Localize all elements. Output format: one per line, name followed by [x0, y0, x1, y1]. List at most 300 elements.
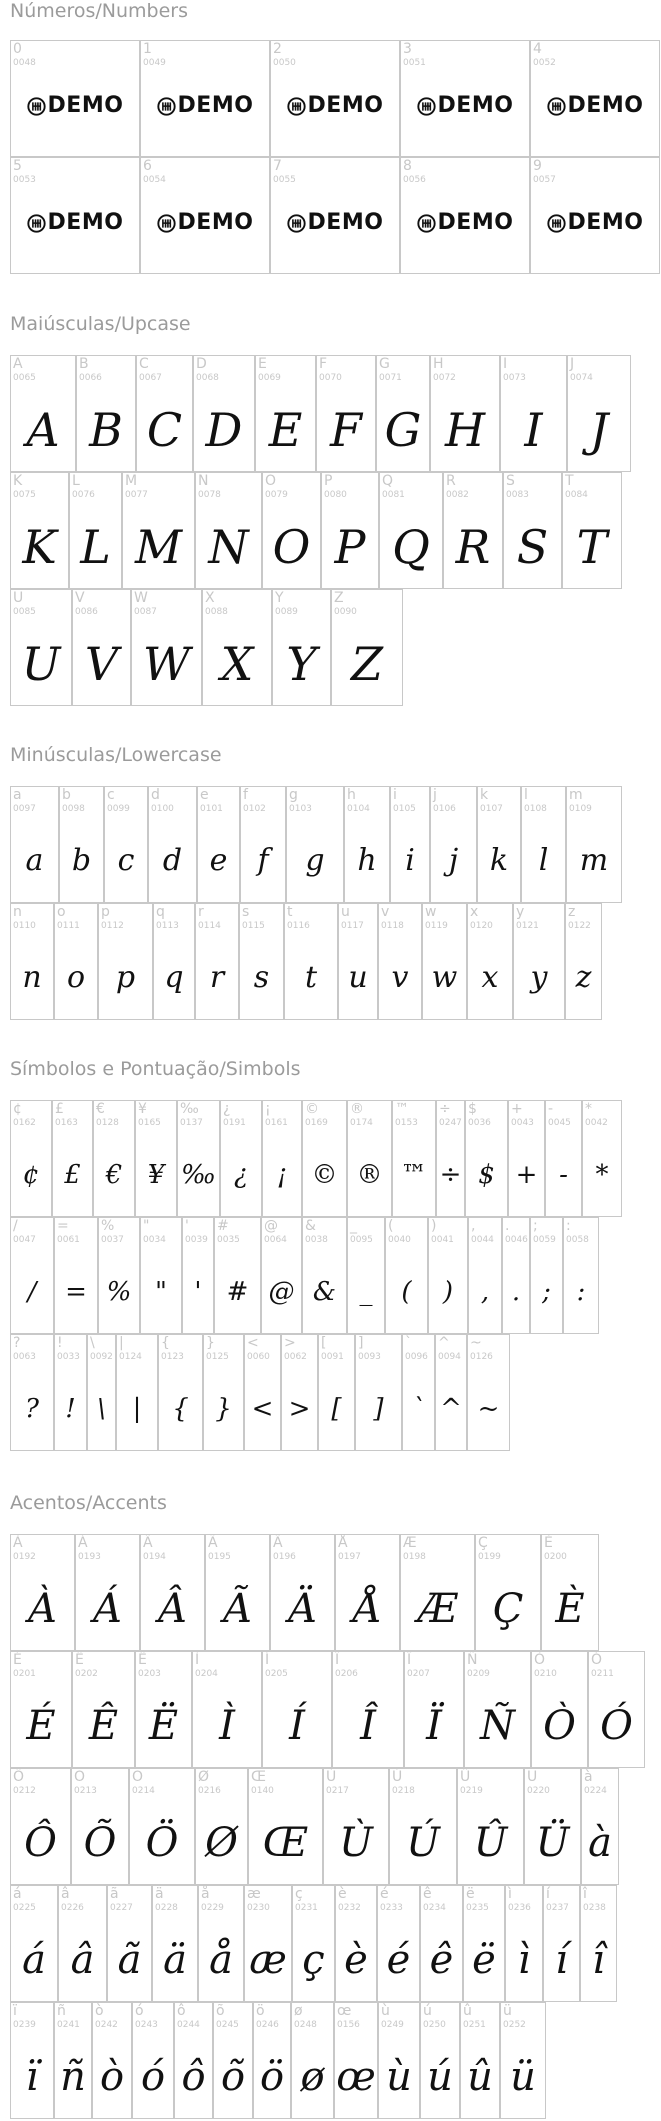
glyph-character-label: á [13, 1886, 22, 1902]
glyph-cell [205, 1534, 270, 1651]
glyph-character-label: N [198, 473, 209, 489]
glyph-sample: ú [427, 2054, 453, 2100]
glyph-code-label: 0052 [533, 58, 556, 68]
glyph-cell [580, 1885, 617, 2002]
glyph-code-label: 0229 [201, 1903, 224, 1913]
glyph-cell [76, 355, 136, 472]
glyph-code-label: 0085 [13, 607, 36, 617]
glyph-code-label: 0119 [425, 921, 448, 931]
glyph-cell [10, 40, 140, 157]
glyph-sample: ë [472, 1937, 496, 1983]
glyph-sample: Ï [426, 1703, 442, 1749]
glyph-cell [253, 2002, 291, 2119]
glyph-cell [530, 1217, 563, 1334]
glyph-sample: R [455, 520, 491, 574]
glyph-character-label: œ [337, 2003, 352, 2019]
glyph-code-label: 0226 [61, 1903, 84, 1913]
glyph-cell [75, 1534, 140, 1651]
glyph-sample: à [588, 1820, 612, 1866]
glyph-cell [428, 1217, 468, 1334]
glyph-cell [379, 472, 443, 589]
glyph-cell [464, 1651, 531, 1768]
glyph-cell [262, 1100, 302, 1217]
glyph-sample: F [330, 403, 362, 457]
glyph-sample: M [134, 520, 183, 574]
glyph-cell [10, 355, 76, 472]
glyph-cell [467, 903, 513, 1020]
glyph-code-label: 0235 [466, 1903, 489, 1913]
glyph-character-label: n [13, 904, 22, 920]
glyph-code-label: 0098 [62, 804, 85, 814]
glyph-code-label: 0107 [480, 804, 503, 814]
glyph-cell [392, 1100, 436, 1217]
glyph-character-label: { [161, 1335, 170, 1351]
glyph-sample: : [576, 1277, 586, 1307]
glyph-code-label: 0239 [13, 2020, 36, 2030]
glyph-code-label: 0068 [196, 373, 219, 383]
glyph-cell [10, 1334, 54, 1451]
glyph-character-label: a [13, 787, 22, 803]
demo-watermark-text: DEMO [47, 210, 124, 235]
glyph-code-label: 0213 [74, 1786, 97, 1796]
glyph-code-label: 0066 [79, 373, 102, 383]
glyph-sample: S [516, 520, 549, 574]
glyph-character-label: Œ [251, 1769, 266, 1785]
glyph-code-label: 0080 [324, 490, 347, 500]
glyph-character-label: ö [256, 2003, 265, 2019]
demo-watermark [401, 210, 529, 236]
glyph-character-label: J [570, 356, 575, 372]
section-title: Maiúsculas/Upcase [10, 313, 191, 335]
glyph-character-label: ~ [470, 1335, 482, 1351]
glyph-sample: a [25, 843, 44, 878]
glyph-sample: ñ [60, 2054, 86, 2100]
glyph-sample: + [515, 1160, 538, 1190]
glyph-sample: ÷ [439, 1160, 462, 1190]
glyph-code-label: 0200 [544, 1552, 567, 1562]
glyph-character-label: U [13, 590, 24, 606]
glyph-character-label: ú [423, 2003, 432, 2019]
glyph-cell [54, 2002, 92, 2119]
glyph-cell [240, 786, 286, 903]
glyph-code-label: 0042 [585, 1118, 608, 1128]
glyph-code-label: 0116 [287, 921, 310, 931]
glyph-cell [10, 157, 140, 274]
glyph-cell [195, 1768, 248, 1885]
glyph-sample: g [305, 843, 325, 878]
glyph-character-label: Ó [591, 1652, 603, 1668]
glyph-code-label: 0232 [338, 1903, 361, 1913]
glyph-code-label: 0123 [161, 1352, 184, 1362]
glyph-code-label: 0220 [527, 1786, 550, 1796]
glyph-character-label: ï [13, 2003, 17, 2019]
glyph-sample: Û [473, 1820, 508, 1866]
glyph-sample: w [431, 960, 458, 995]
glyph-cell [270, 1534, 335, 1651]
glyph-cell [140, 1217, 182, 1334]
glyph-code-label: 0192 [13, 1552, 36, 1562]
glyph-cell [430, 786, 477, 903]
glyph-code-label: 0245 [216, 2020, 239, 2030]
glyph-cell [400, 1534, 475, 1651]
section-title: Minúsculas/Lowercase [10, 744, 222, 766]
glyph-cell [404, 1651, 464, 1768]
glyph-character-label: ™ [395, 1101, 409, 1117]
glyph-character-label: ¥ [138, 1101, 147, 1117]
glyph-sample: Z [351, 637, 383, 691]
glyph-code-label: 0247 [439, 1118, 462, 1128]
glyph-sample: ] [373, 1394, 384, 1424]
glyph-code-label: 0140 [251, 1786, 274, 1796]
glyph-cell [10, 1885, 58, 2002]
glyph-character-label: 6 [143, 158, 152, 174]
glyph-sample: Ò [543, 1703, 576, 1749]
glyph-sample: V [84, 637, 119, 691]
glyph-cell [72, 1651, 135, 1768]
glyph-code-label: 0110 [13, 921, 36, 931]
glyph-character-label: @ [264, 1218, 278, 1234]
glyph-code-label: 0249 [381, 2020, 404, 2030]
demo-watermark-text: DEMO [437, 210, 514, 235]
glyph-code-label: 0094 [438, 1352, 461, 1362]
glyph-character-label: ¢ [13, 1101, 22, 1117]
glyph-cell [116, 1334, 158, 1451]
glyph-cell [270, 40, 400, 157]
glyph-cell [316, 355, 376, 472]
glyph-cell [460, 2002, 500, 2119]
glyph-cell [331, 589, 403, 706]
glyph-character-label: ñ [57, 2003, 66, 2019]
glyph-cell [436, 1100, 465, 1217]
glyph-cell [203, 1334, 244, 1451]
glyph-character-label: f [243, 787, 248, 803]
glyph-character-label: æ [247, 1886, 261, 1902]
glyph-code-label: 0065 [13, 373, 36, 383]
glyph-cell [220, 1100, 262, 1217]
glyph-cell [435, 1334, 467, 1451]
glyph-sample: / [27, 1277, 37, 1307]
glyph-character-label: " [143, 1218, 150, 1234]
glyph-character-label: © [305, 1101, 319, 1117]
glyph-sample: s [253, 960, 270, 995]
demo-logo-icon [27, 97, 46, 116]
glyph-cell [195, 903, 239, 1020]
glyph-code-label: 0122 [568, 921, 591, 931]
glyph-code-label: 0236 [508, 1903, 531, 1913]
glyph-cell [502, 1217, 530, 1334]
glyph-sample: > [288, 1394, 311, 1424]
glyph-sample: û [467, 2054, 493, 2100]
glyph-character-label: Ú [392, 1769, 403, 1785]
glyph-character-label: ò [95, 2003, 104, 2019]
glyph-code-label: 0050 [273, 58, 296, 68]
glyph-cell [92, 2002, 132, 2119]
glyph-cell [321, 472, 379, 589]
glyph-character-label: ü [503, 2003, 512, 2019]
glyph-cell [457, 1768, 524, 1885]
glyph-cell [10, 1100, 52, 1217]
glyph-code-label: 0033 [57, 1352, 80, 1362]
glyph-cell [255, 355, 316, 472]
glyph-character-label: + [511, 1101, 523, 1117]
glyph-cell [193, 355, 255, 472]
glyph-character-label: / [13, 1218, 18, 1234]
glyph-code-label: 0105 [393, 804, 416, 814]
glyph-character-label: T [565, 473, 574, 489]
glyph-character-label: Õ [74, 1769, 86, 1785]
glyph-sample: { [172, 1394, 189, 1424]
glyph-cell [177, 1100, 220, 1217]
glyph-sample: J [589, 403, 609, 457]
glyph-character-label: } [206, 1335, 215, 1351]
glyph-sample: $ [478, 1160, 495, 1190]
glyph-sample: œ [336, 2054, 376, 2100]
glyph-sample: ü [510, 2054, 536, 2100]
glyph-character-label: Û [460, 1769, 471, 1785]
glyph-character-label: S [506, 473, 515, 489]
glyph-cell [443, 472, 503, 589]
glyph-sample: l [538, 843, 549, 878]
glyph-code-label: 0243 [135, 2020, 158, 2030]
glyph-cell [195, 472, 262, 589]
glyph-sample: L [80, 520, 111, 574]
glyph-code-label: 0118 [381, 921, 404, 931]
glyph-cell [153, 903, 195, 1020]
glyph-code-label: 0204 [195, 1669, 218, 1679]
glyph-cell [182, 1217, 214, 1334]
glyph-code-label: 0109 [569, 804, 592, 814]
section-title: Símbolos e Pontuação/Simbols [10, 1058, 301, 1080]
demo-watermark-text: DEMO [177, 93, 254, 118]
glyph-cell [202, 589, 272, 706]
glyph-cell [54, 903, 98, 1020]
glyph-cell [292, 1885, 335, 2002]
glyph-code-label: 0058 [566, 1235, 589, 1245]
demo-logo-icon [287, 214, 306, 233]
glyph-character-label: â [61, 1886, 70, 1902]
glyph-cell [174, 2002, 213, 2119]
glyph-sample: G [384, 403, 422, 457]
glyph-character-label: Ì [195, 1652, 200, 1668]
glyph-sample: ç [302, 1937, 325, 1983]
glyph-character-label: t [287, 904, 293, 920]
glyph-sample: ™ [401, 1160, 427, 1190]
glyph-code-label: 0241 [57, 2020, 80, 2030]
glyph-code-label: 0251 [463, 2020, 486, 2030]
glyph-cell [98, 1217, 140, 1334]
glyph-code-label: 0211 [591, 1669, 614, 1679]
glyph-sample: " [155, 1277, 167, 1307]
glyph-cell [71, 1768, 129, 1885]
glyph-sample: Ü [535, 1820, 570, 1866]
glyph-character-label: v [381, 904, 390, 920]
glyph-code-label: 0087 [134, 607, 157, 617]
glyph-character-label: ê [423, 1886, 432, 1902]
glyph-code-label: 0231 [295, 1903, 318, 1913]
glyph-sample: é [386, 1937, 411, 1983]
glyph-sample: ø [300, 2054, 325, 2100]
glyph-sample: Õ [83, 1820, 117, 1866]
glyph-code-label: 0214 [132, 1786, 155, 1796]
glyph-cell [10, 1534, 75, 1651]
glyph-sample: @ [268, 1277, 295, 1307]
glyph-character-label: Å [338, 1535, 348, 1551]
glyph-character-label: D [196, 356, 207, 372]
glyph-sample: E [268, 403, 303, 457]
glyph-code-label: 0234 [423, 1903, 446, 1913]
glyph-code-label: 0053 [13, 175, 36, 185]
glyph-sample: z [575, 960, 592, 995]
glyph-cell [213, 2002, 253, 2119]
glyph-character-label: å [201, 1886, 210, 1902]
glyph-character-label: 2 [273, 41, 282, 57]
glyph-sample: A [26, 403, 60, 457]
glyph-sample: } [215, 1394, 232, 1424]
glyph-character-label: g [289, 787, 298, 803]
glyph-code-label: 0233 [380, 1903, 403, 1913]
demo-watermark-text: DEMO [177, 210, 254, 235]
glyph-sample: ï [25, 2054, 39, 2100]
demo-watermark-text: DEMO [307, 93, 384, 118]
glyph-cell [270, 157, 400, 274]
glyph-character-label: Ã [208, 1535, 218, 1551]
demo-watermark [271, 93, 399, 119]
glyph-cell [262, 472, 321, 589]
glyph-character-label: q [156, 904, 165, 920]
glyph-sample: m [579, 843, 609, 878]
glyph-cell [52, 1100, 93, 1217]
glyph-sample: t [304, 960, 318, 995]
glyph-sample: H [444, 403, 486, 457]
glyph-character-label: À [13, 1535, 23, 1551]
glyph-sample: É [26, 1703, 56, 1749]
glyph-cell [430, 355, 500, 472]
glyph-code-label: 0070 [319, 373, 342, 383]
glyph-sample: ¥ [147, 1160, 165, 1190]
glyph-sample: ? [25, 1394, 39, 1424]
glyph-character-label: Ë [138, 1652, 147, 1668]
glyph-sample: æ [249, 1937, 287, 1983]
glyph-sample: å [209, 1937, 233, 1983]
glyph-sample: o [66, 960, 86, 995]
glyph-character-label: - [548, 1101, 554, 1117]
glyph-character-label: # [217, 1218, 229, 1234]
glyph-cell [135, 1651, 192, 1768]
glyph-sample: Ù [339, 1820, 373, 1866]
glyph-cell [248, 1768, 323, 1885]
glyph-code-label: 0086 [75, 607, 98, 617]
glyph-sample: £ [64, 1160, 81, 1190]
glyph-cell [420, 1885, 463, 2002]
glyph-code-label: 0128 [96, 1118, 119, 1128]
glyph-character-label: 4 [533, 41, 542, 57]
glyph-character-label: r [198, 904, 204, 920]
glyph-cell [335, 1885, 377, 2002]
glyph-cell [334, 2002, 378, 2119]
glyph-cell [152, 1885, 198, 2002]
glyph-cell [420, 2002, 460, 2119]
glyph-code-label: 0125 [206, 1352, 229, 1362]
glyph-cell [378, 903, 422, 1020]
glyph-sample: v [391, 960, 409, 995]
glyph-sample: Â [158, 1586, 187, 1632]
glyph-code-label: 0196 [273, 1552, 296, 1562]
glyph-code-label: 0035 [217, 1235, 240, 1245]
glyph-cell [500, 2002, 546, 2119]
demo-watermark-text: DEMO [567, 210, 644, 235]
glyph-cell [335, 1534, 400, 1651]
glyph-cell [87, 1334, 116, 1451]
glyph-character-label: C [139, 356, 149, 372]
glyph-character-label: Ô [13, 1769, 25, 1785]
glyph-cell [468, 1217, 502, 1334]
glyph-cell [69, 472, 122, 589]
glyph-character-label: Ò [534, 1652, 546, 1668]
glyph-code-label: 0113 [156, 921, 179, 931]
glyph-character-label: È [544, 1535, 553, 1551]
glyph-character-label: < [247, 1335, 259, 1351]
glyph-cell [565, 903, 602, 1020]
glyph-code-label: 0096 [405, 1352, 428, 1362]
glyph-character-label: 1 [143, 41, 152, 57]
glyph-code-label: 0082 [446, 490, 469, 500]
glyph-code-label: 0104 [347, 804, 370, 814]
glyph-cell [581, 1768, 619, 1885]
glyph-cell [562, 472, 622, 589]
glyph-character-label: G [379, 356, 390, 372]
glyph-code-label: 0246 [256, 2020, 279, 2030]
glyph-character-label: z [568, 904, 576, 920]
demo-watermark [531, 210, 659, 236]
glyph-character-label: é [380, 1886, 389, 1902]
glyph-character-label: Ä [273, 1535, 283, 1551]
glyph-character-label: M [125, 473, 138, 489]
glyph-cell [284, 903, 338, 1020]
glyph-cell [402, 1334, 435, 1451]
glyph-sample: u [348, 960, 368, 995]
glyph-character-label: Y [275, 590, 284, 606]
demo-logo-icon [157, 214, 176, 233]
glyph-character-label: 9 [533, 158, 542, 174]
glyph-character-label: ? [13, 1335, 21, 1351]
glyph-cell [377, 1885, 420, 2002]
demo-logo-icon [547, 214, 566, 233]
glyph-code-label: 0169 [305, 1118, 328, 1128]
glyph-code-label: 0054 [143, 175, 166, 185]
glyph-cell [244, 1334, 281, 1451]
glyph-sample: j [448, 843, 459, 878]
glyph-sample: Q [392, 520, 430, 574]
glyph-character-label: w [425, 904, 437, 920]
glyph-character-label: Î [335, 1652, 340, 1668]
glyph-cell [197, 786, 240, 903]
glyph-code-label: 0089 [275, 607, 298, 617]
glyph-cell [262, 1651, 332, 1768]
glyph-sample: ~ [477, 1394, 500, 1424]
glyph-character-label: E [258, 356, 267, 372]
glyph-code-label: 0039 [185, 1235, 208, 1245]
glyph-character-label: 0 [13, 41, 22, 57]
glyph-sample: k [489, 843, 509, 878]
glyph-cell [10, 903, 54, 1020]
glyph-code-label: 0049 [143, 58, 166, 68]
glyph-cell [582, 1100, 622, 1217]
demo-logo-icon [27, 214, 46, 233]
glyph-code-label: 0195 [208, 1552, 231, 1562]
glyph-cell [378, 2002, 420, 2119]
glyph-character-label: u [341, 904, 350, 920]
glyph-cell [545, 1100, 582, 1217]
